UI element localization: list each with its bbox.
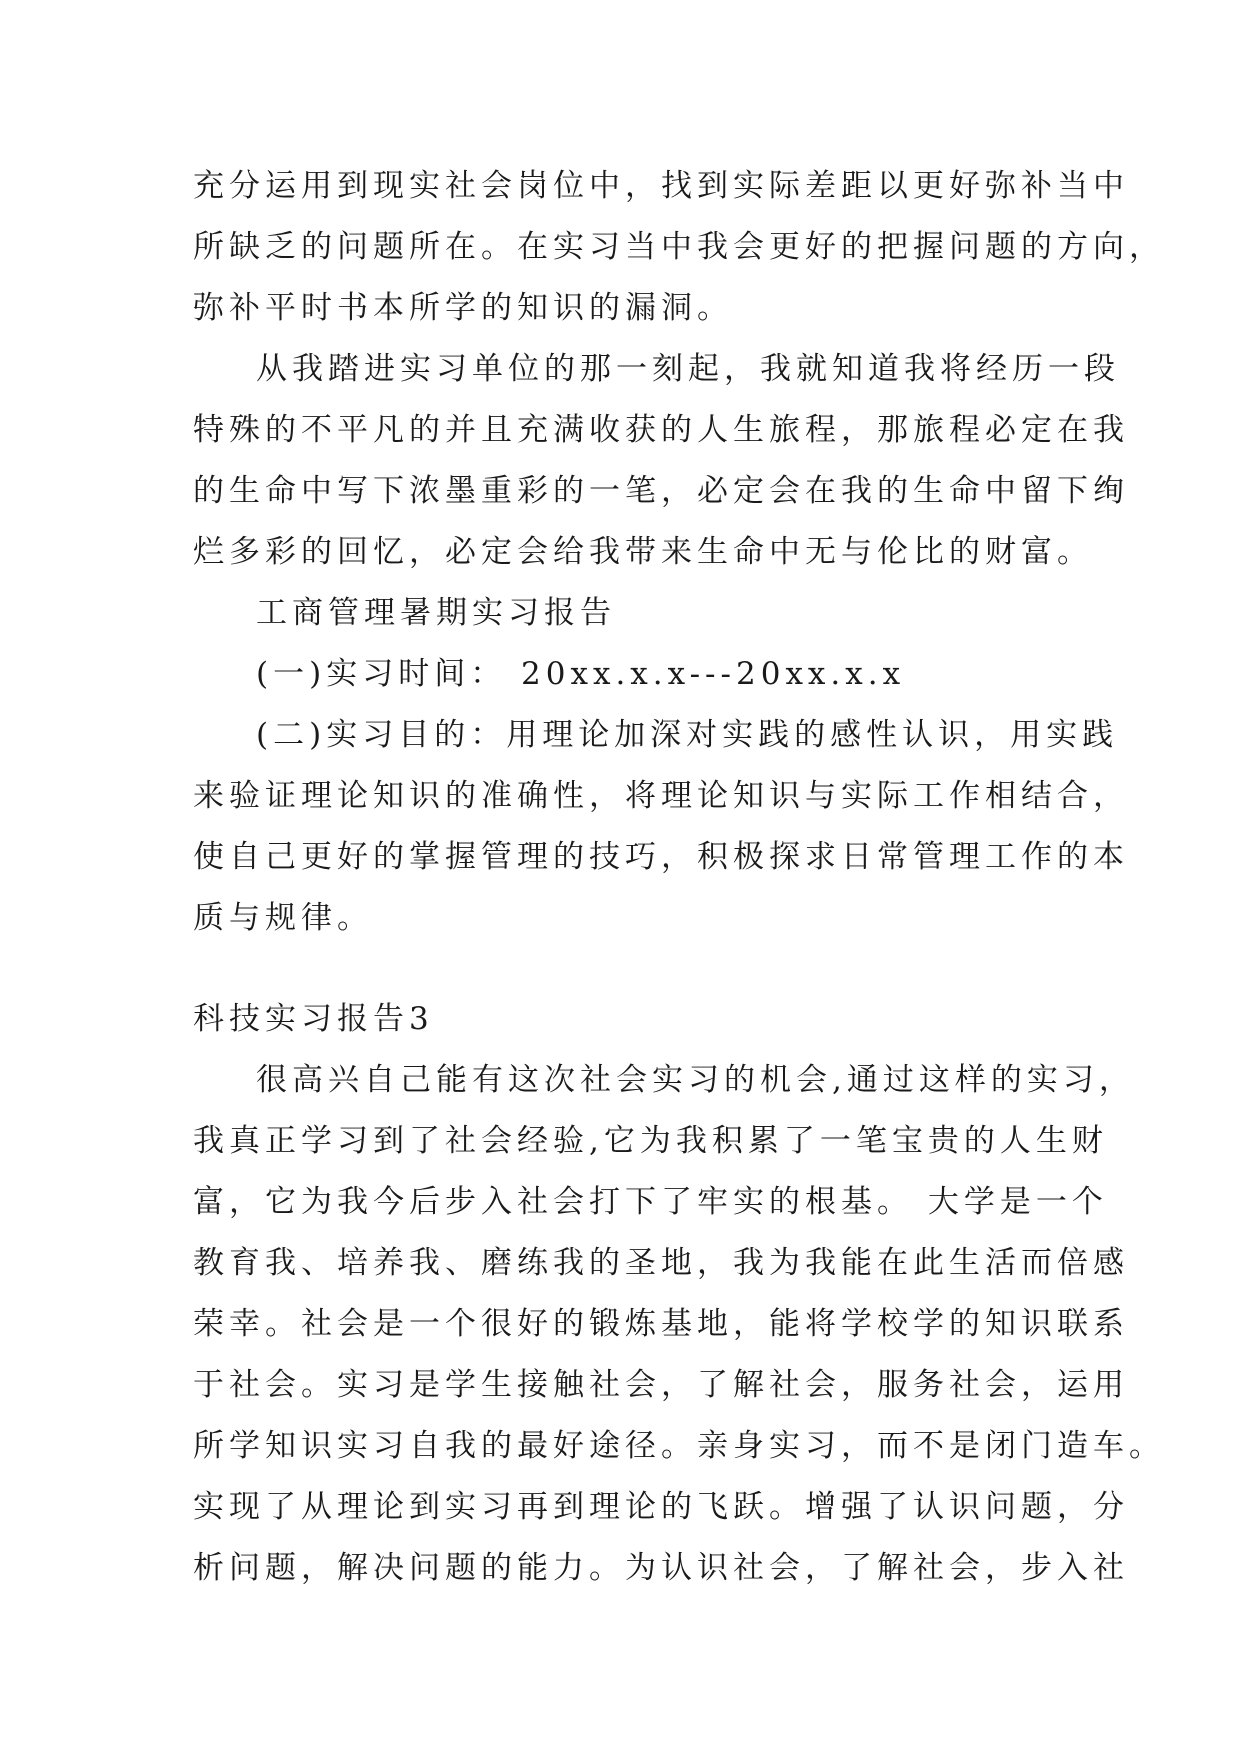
section-heading: 工商管理暑期实习报告 — [256, 595, 616, 631]
text-line: 特殊的不平凡的并且充满收获的人生旅程，那旅程必定在我 — [193, 412, 1129, 448]
text-line: 实现了从理论到实习再到理论的飞跃。增强了认识问题，分 — [193, 1489, 1129, 1525]
internship-time: (一)实习时间： 20xx.x.x---20xx.x.x — [256, 656, 906, 692]
text-line: 来验证理论知识的准确性，将理论知识与实际工作相结合， — [193, 778, 1129, 814]
text-line: 所学知识实习自我的最好途径。亲身实习，而不是闭门造车。 — [193, 1428, 1165, 1464]
text-line: 弥补平时书本所学的知识的漏洞。 — [193, 290, 733, 326]
text-line: 烂多彩的回忆，必定会给我带来生命中无与伦比的财富。 — [193, 534, 1093, 570]
text-line: 教育我、培养我、磨练我的圣地，我为我能在此生活而倍感 — [193, 1245, 1129, 1281]
text-line: 充分运用到现实社会岗位中，找到实际差距以更好弥补当中 — [193, 168, 1129, 204]
text-line: 所缺乏的问题所在。在实习当中我会更好的把握问题的方向， — [193, 229, 1165, 265]
text-line: 的生命中写下浓墨重彩的一笔，必定会在我的生命中留下绚 — [193, 473, 1129, 509]
text-line: 使自己更好的掌握管理的技巧，积极探求日常管理工作的本 — [193, 839, 1129, 875]
report-title: 科技实习报告3 — [193, 1001, 434, 1037]
text-line: 我真正学习到了社会经验,它为我积累了一笔宝贵的人生财 — [193, 1123, 1108, 1159]
paragraph-first-line: 从我踏进实习单位的那一刻起，我就知道我将经历一段 — [256, 351, 1120, 387]
text-line: 质与规律。 — [193, 900, 373, 936]
paragraph-first-line: 很高兴自己能有这次社会实习的机会,通过这样的实习， — [256, 1062, 1135, 1098]
text-line: 富，它为我今后步入社会打下了牢实的根基。 大学是一个 — [193, 1184, 1108, 1220]
text-line: 析问题，解决问题的能力。为认识社会，了解社会，步入社 — [193, 1550, 1129, 1586]
paragraph-first-line: (二)实习目的：用理论加深对实践的感性认识，用实践 — [256, 717, 1119, 753]
text-line: 于社会。实习是学生接触社会，了解社会，服务社会，运用 — [193, 1367, 1129, 1403]
text-line: 荣幸。社会是一个很好的锻炼基地，能将学校学的知识联系 — [193, 1306, 1129, 1342]
